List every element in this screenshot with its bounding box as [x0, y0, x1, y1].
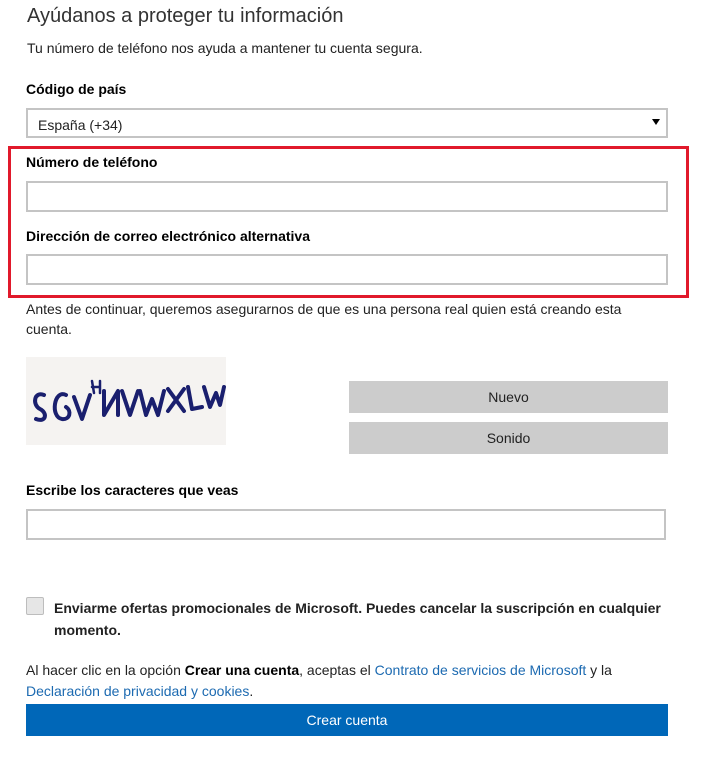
legal-suffix: .: [249, 683, 254, 699]
page-title: Ayúdanos a proteger tu información: [27, 5, 344, 27]
captcha-glyphs: [26, 357, 226, 445]
new-captcha-button[interactable]: Nuevo: [349, 381, 668, 413]
create-account-button[interactable]: Crear cuenta: [26, 704, 668, 736]
legal-create-account-emphasis: Crear una cuenta: [184, 662, 300, 678]
services-agreement-link[interactable]: Contrato de servicios de Microsoft: [374, 662, 587, 678]
country-code-select[interactable]: [26, 108, 668, 138]
privacy-statement-link[interactable]: Declaración de privacidad y cookies: [26, 683, 250, 699]
legal-text: [26, 660, 696, 702]
captcha-image: [26, 357, 226, 445]
alt-email-label: Dirección de correo electrónico alternativa: [26, 228, 310, 244]
phone-number-label: Número de teléfono: [26, 154, 158, 170]
legal-prefix: Al hacer clic en la opción: [26, 662, 185, 678]
country-code-value: España (+34): [38, 117, 123, 133]
alt-email-input[interactable]: [26, 254, 668, 285]
promo-checkbox-label: Enviarme ofertas promocionales de Microsoft. Puedes cancelar la suscripción en cualquier momento.: [54, 600, 661, 638]
chevron-down-icon: [652, 119, 660, 125]
country-code-label: Código de país: [26, 81, 127, 97]
legal-and: y la: [586, 662, 612, 678]
page-subtitle: Tu número de teléfono nos ayuda a mantener tu cuenta segura.: [27, 40, 423, 56]
captcha-input[interactable]: [26, 509, 666, 540]
promo-checkbox[interactable]: [26, 597, 44, 615]
legal-middle: , aceptas el: [299, 662, 375, 678]
captcha-input-label: Escribe los caracteres que veas: [26, 482, 239, 498]
phone-number-input[interactable]: [26, 181, 668, 212]
captcha-intro: Antes de continuar, queremos asegurarnos de que es una persona real quien está creando esta cuenta.: [26, 301, 622, 337]
audio-captcha-button[interactable]: Sonido: [349, 422, 668, 454]
